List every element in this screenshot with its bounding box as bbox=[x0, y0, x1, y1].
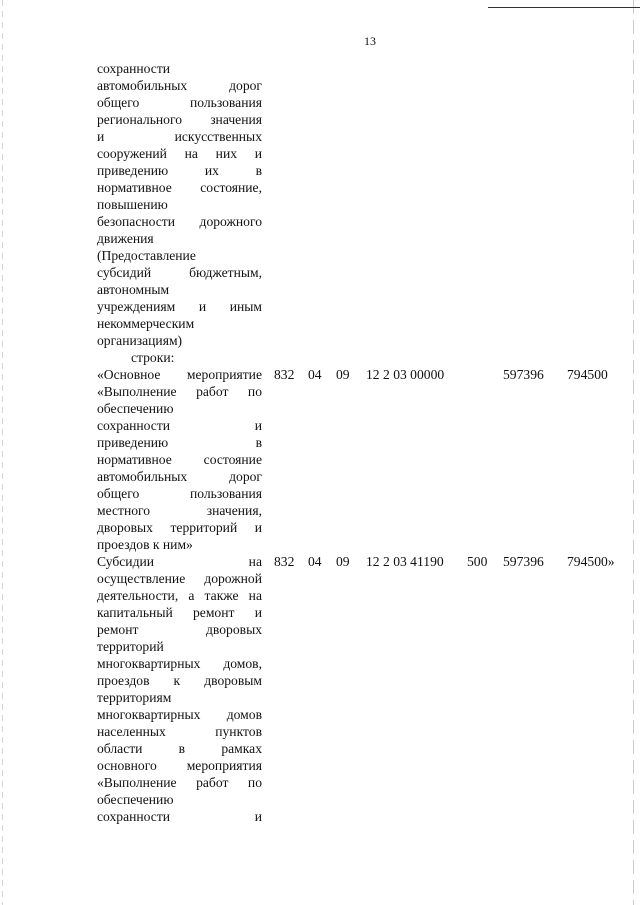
text-line: «Основное мероприятие bbox=[97, 367, 262, 382]
page-number: 13 bbox=[364, 34, 376, 48]
sum-year-1: 597396 bbox=[503, 367, 544, 382]
text-line: учреждениям и иным bbox=[97, 299, 262, 314]
section-code: 04 bbox=[308, 367, 322, 382]
text-line: некоммерческим bbox=[97, 316, 195, 331]
sum-year-1: 597396 bbox=[503, 554, 544, 569]
text-line: движения bbox=[97, 231, 154, 246]
document-body bbox=[97, 60, 627, 825]
text-line: нормативное состояние, bbox=[97, 180, 262, 195]
text-line: Субсидии на bbox=[97, 554, 262, 569]
ministry-code: 832 bbox=[274, 367, 295, 382]
text-line: ремонт дворовых bbox=[97, 622, 262, 637]
text-line: сохранности bbox=[97, 61, 171, 76]
text-line: автономным bbox=[97, 282, 170, 297]
text-line: регионального значения bbox=[97, 112, 262, 127]
target-article: 12 2 03 41190 bbox=[366, 554, 444, 569]
text-line: общего пользования bbox=[97, 486, 262, 501]
row2-name bbox=[97, 553, 262, 825]
text-line: проездов к ним» bbox=[97, 537, 193, 552]
text-line: приведению их в bbox=[97, 163, 262, 178]
sum-year-2: 794500 bbox=[567, 367, 608, 382]
text-line: осуществление дорожной bbox=[97, 571, 262, 586]
text-line: обеспечению bbox=[97, 401, 174, 416]
text-line: основного мероприятия bbox=[97, 758, 262, 773]
text-line: обеспечению bbox=[97, 792, 174, 807]
section-code: 04 bbox=[308, 554, 322, 569]
text-line: многоквартирных домов, bbox=[97, 656, 262, 671]
text-line: местного значения, bbox=[97, 503, 262, 518]
text-line: области в рамках bbox=[97, 741, 262, 756]
text-line: и искусственных bbox=[97, 129, 262, 144]
text-line: (Предоставление bbox=[97, 248, 196, 263]
scan-edge-right bbox=[633, 0, 634, 905]
text-line: субсидий бюджетным, bbox=[97, 265, 262, 280]
top-rule bbox=[488, 7, 640, 8]
text-line: многоквартирных домов bbox=[97, 707, 262, 722]
table-row bbox=[97, 366, 627, 553]
text-line: «Выполнение работ по bbox=[97, 775, 262, 790]
text-line: организациям) bbox=[97, 333, 183, 348]
text-line: общего пользования bbox=[97, 95, 262, 110]
text-line: автомобильных дорог bbox=[97, 78, 262, 93]
continuation-block bbox=[97, 60, 627, 349]
text-line: безопасности дорожного bbox=[97, 214, 262, 229]
rows-label-row bbox=[97, 349, 627, 366]
text-line: территориям bbox=[97, 690, 172, 705]
scan-edge-left bbox=[2, 0, 3, 905]
text-line: населенных пунктов bbox=[97, 724, 262, 739]
subsection-code: 09 bbox=[336, 367, 350, 382]
expense-type: 500 bbox=[467, 554, 488, 569]
continuation-text bbox=[97, 60, 262, 349]
text-line: нормативное состояние bbox=[97, 452, 262, 467]
text-line: деятельности, а также на bbox=[97, 588, 262, 603]
table-row bbox=[97, 553, 627, 825]
text-line: сохранности и bbox=[97, 418, 262, 433]
text-line: дворовых территорий и bbox=[97, 520, 262, 535]
sum-year-2: 794500» bbox=[567, 554, 615, 569]
row1-name bbox=[97, 366, 262, 553]
target-article: 12 2 03 00000 bbox=[366, 367, 445, 382]
text-line: сооружений на них и bbox=[97, 146, 262, 161]
text-line: повышению bbox=[97, 197, 168, 212]
text-line: сохранности и bbox=[97, 809, 262, 824]
text-line: «Выполнение работ по bbox=[97, 384, 262, 399]
subsection-code: 09 bbox=[336, 554, 350, 569]
text-line: территорий bbox=[97, 639, 164, 654]
rows-label: строки: bbox=[131, 350, 175, 365]
text-line: приведению в bbox=[97, 435, 262, 450]
ministry-code: 832 bbox=[274, 554, 295, 569]
text-line: автомобильных дорог bbox=[97, 469, 262, 484]
text-line: капитальный ремонт и bbox=[97, 605, 262, 620]
text-line: проездов к дворовым bbox=[97, 673, 262, 688]
